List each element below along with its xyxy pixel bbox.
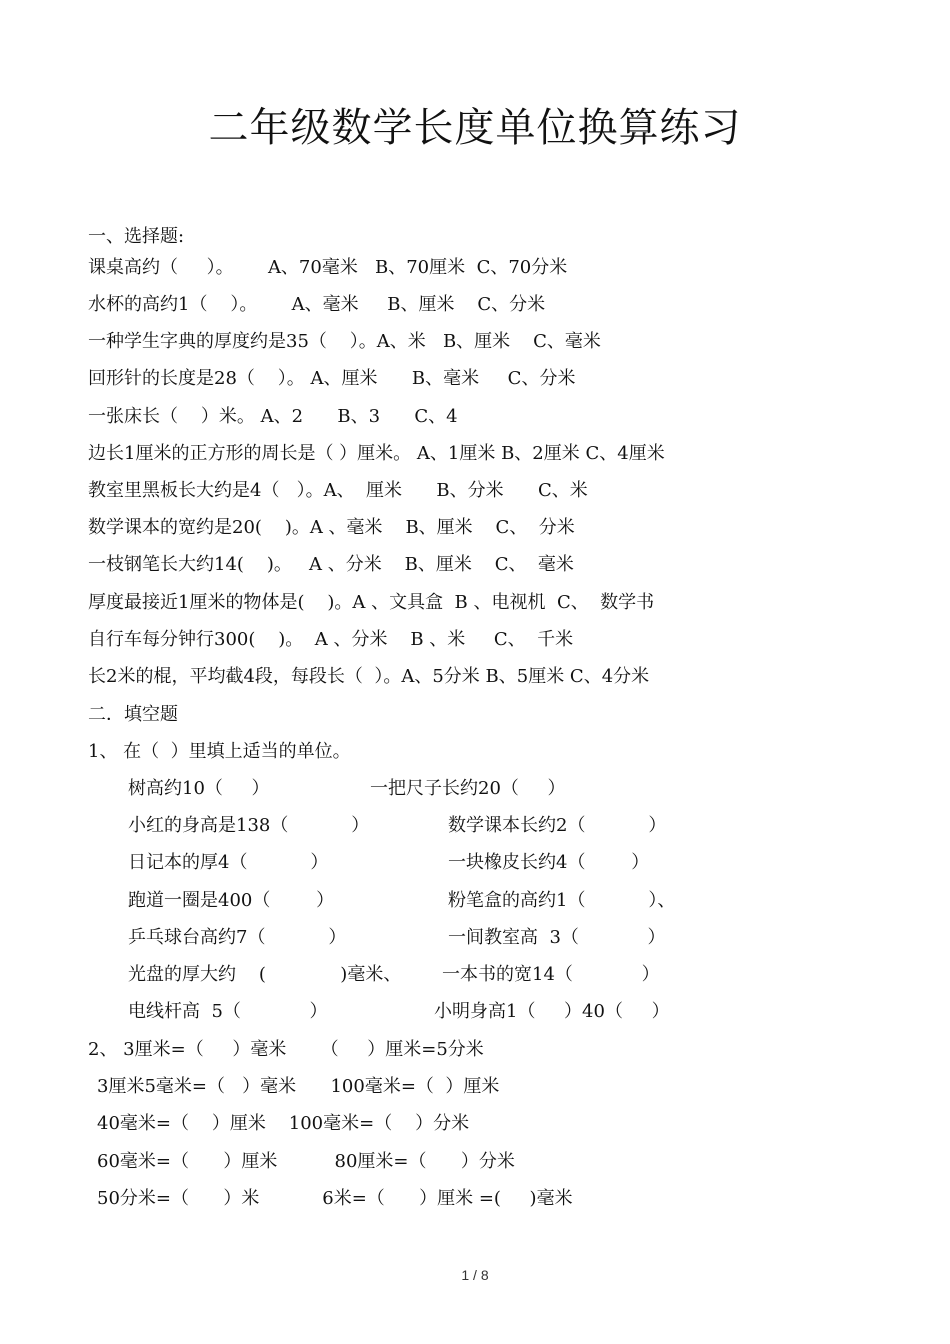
fill-item-right: 一本书的宽14（ ） (442, 964, 660, 985)
fill-item-left: 光盘的厚大约 ( )毫米、 (128, 964, 402, 985)
question-line: 自行车每分钟行300( )。 A 、分米 B 、米 C、 千米 (88, 629, 574, 650)
fill-item-right: 小明身高1（ ）40（ ） (434, 1001, 670, 1022)
fill-item-left: 跑道一圈是400（ ） (128, 890, 335, 911)
question-line: 长2米的棍，平均截4段，每段长（ ）。A、5分米 B、5厘米 C、4分米 (88, 666, 650, 687)
page-number: 1 / 8 (461, 1267, 489, 1283)
question-line: 一张床长（ ）米。 A、2 B、3 C、4 (88, 406, 458, 427)
fill-item-left: 日记本的厚4（ ） (128, 852, 329, 873)
conversion-item: 60毫米=（ ）厘米 80厘米=（ ）分米 (97, 1151, 515, 1172)
fill-item-right: 数学课本长约2（ ） (448, 815, 667, 836)
fill-item-right: 一把尺子长约20（ ） (370, 778, 566, 799)
question-line: 边长1厘米的正方形的周长是（ ）厘米。 A、1厘米 B、2厘米 C、4厘米 (88, 443, 665, 464)
conversion-item: 3厘米5毫米=（ ）毫米 100毫米=（ ）厘米 (97, 1076, 500, 1097)
question-line: 一种学生字典的厚度约是35（ ）。A、米 B、厘米 C、毫米 (88, 331, 601, 352)
fill-item-right: 粉笔盒的高约1（ ）、 (448, 890, 676, 911)
fill-question-label: 1、 在（ ）里填上适当的单位。 (88, 741, 351, 762)
question-line: 回形针的长度是28（ ）。 A、厘米 B、毫米 C、分米 (88, 368, 576, 389)
fill-item-left: 树高约10（ ） (128, 778, 270, 799)
question-line: 厚度最接近1厘米的物体是( )。A 、文具盒 B 、电视机 C、 数学书 (88, 592, 655, 613)
section1-heading: 一、选择题: (88, 226, 185, 247)
fill-item-left: 小红的身高是138（ ） (128, 815, 370, 836)
question-line: 数学课本的宽约是20( )。A 、毫米 B、厘米 C、 分米 (88, 517, 575, 538)
page-title: 二年级数学长度单位换算练习 (208, 105, 742, 151)
conversion-question-label: 2、 3厘米=（ ）毫米 （ ）厘米=5分米 (88, 1039, 484, 1060)
question-line: 教室里黑板长大约是4（ ）。A、 厘米 B、分米 C、米 (88, 480, 588, 501)
fill-item-left: 乒乓球台高约7（ ） (128, 927, 347, 948)
section2-heading: 二．填空题 (88, 704, 178, 725)
question-line: 一枝钢笔长大约14( )。 A 、分米 B、厘米 C、 毫米 (88, 554, 574, 575)
conversion-item: 40毫米=（ ）厘米 100毫米=（ ）分米 (97, 1113, 470, 1134)
fill-item-right: 一块橡皮长约4（ ） (448, 852, 650, 873)
fill-item-right: 一间教室高 3（ ） (448, 927, 666, 948)
fill-item-left: 电线杆高 5（ ） (128, 1001, 328, 1022)
question-line: 课桌高约（ ）。 A、70毫米 B、70厘米 C、70分米 (88, 257, 568, 278)
conversion-item: 50分米=（ ）米 6米=（ ）厘米 =( )毫米 (97, 1188, 573, 1209)
question-line: 水杯的高约1（ ）。 A、毫米 B、厘米 C、分米 (88, 294, 546, 315)
